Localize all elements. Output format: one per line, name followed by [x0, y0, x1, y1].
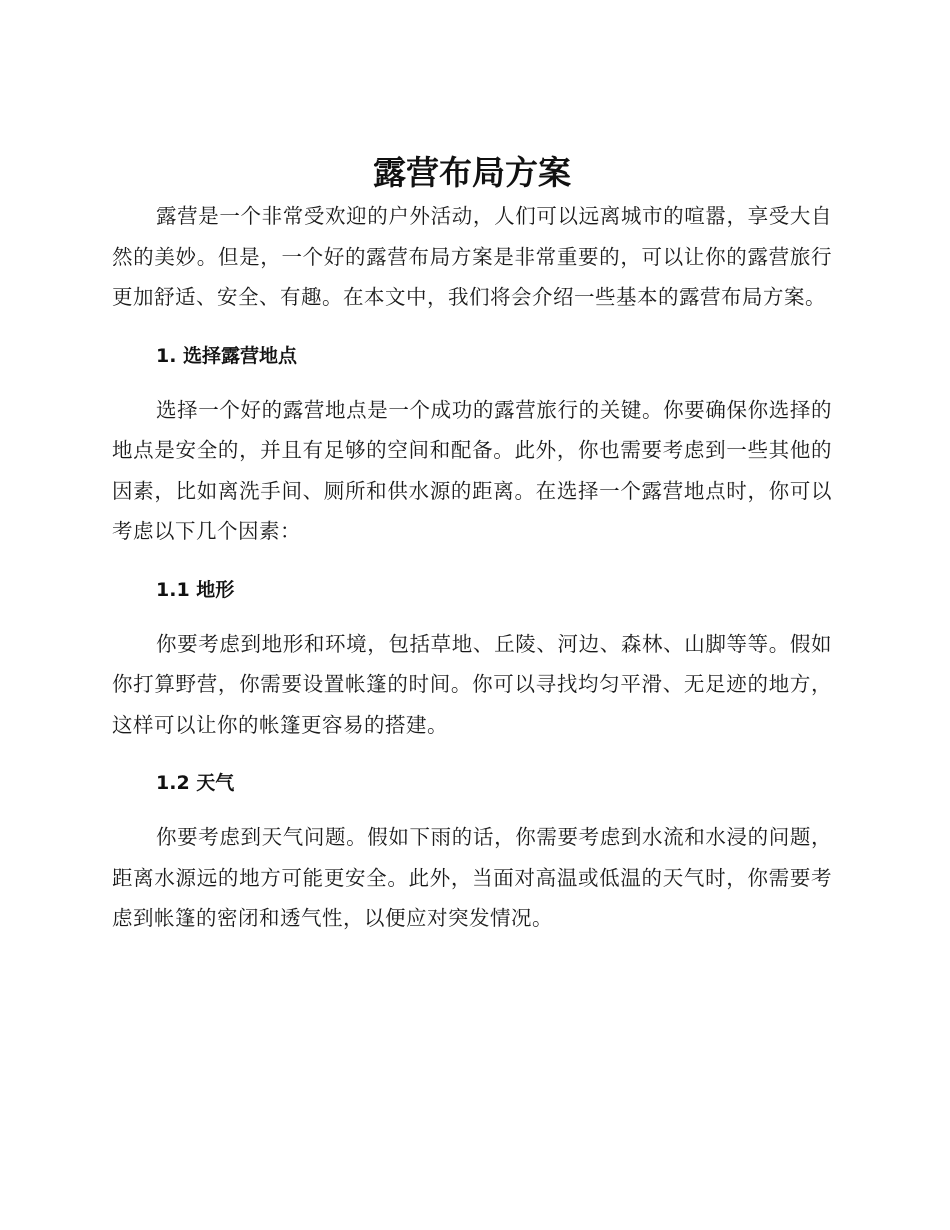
section-heading-1-2: 1.2 天气 [156, 772, 235, 794]
section-heading-1-1: 1.1 地形 [156, 578, 235, 601]
section-paragraph-1-1: 你要考虑到地形和环境，包括草地、丘陵、河边、森林、山脚等等。假如你打算野营，你需要设置帐篷的时间。你可以寻找均匀平滑、无足迹的地方，这样可以让你的帐篷更容易的搭建。 [112, 631, 832, 737]
document-content [112, 150, 832, 939]
section-heading-1: 1. 选择露营地点 [156, 344, 298, 367]
section-paragraph-1: 选择一个好的露营地点是一个成功的露营旅行的关键。你要确保你选择的地点是安全的，并且有足够的空间和配备。此外，你也需要考虑到一些其他的因素，比如离洗手间、厕所和供水源的距离。在选择一个露营地点时，你可以考虑以下几个因素： [112, 397, 832, 543]
intro-paragraph: 露营是一个非常受欢迎的户外活动，人们可以远离城市的喧嚣，享受大自然的美妙。但是，一个好的露营布局方案是非常重要的，可以让你的露营旅行更加舒适、安全、有趣。在本文中，我们将会介绍一些基本的露营布局方案。 [112, 204, 832, 309]
document-title: 露营布局方案 [373, 153, 571, 192]
section-paragraph-1-2: 你要考虑到天气问题。假如下雨的话，你需要考虑到水流和水浸的问题，距离水源远的地方可能更安全。此外，当面对高温或低温的天气时，你需要考虑到帐篷的密闭和透气性，以便应对突发情况。 [112, 825, 832, 930]
